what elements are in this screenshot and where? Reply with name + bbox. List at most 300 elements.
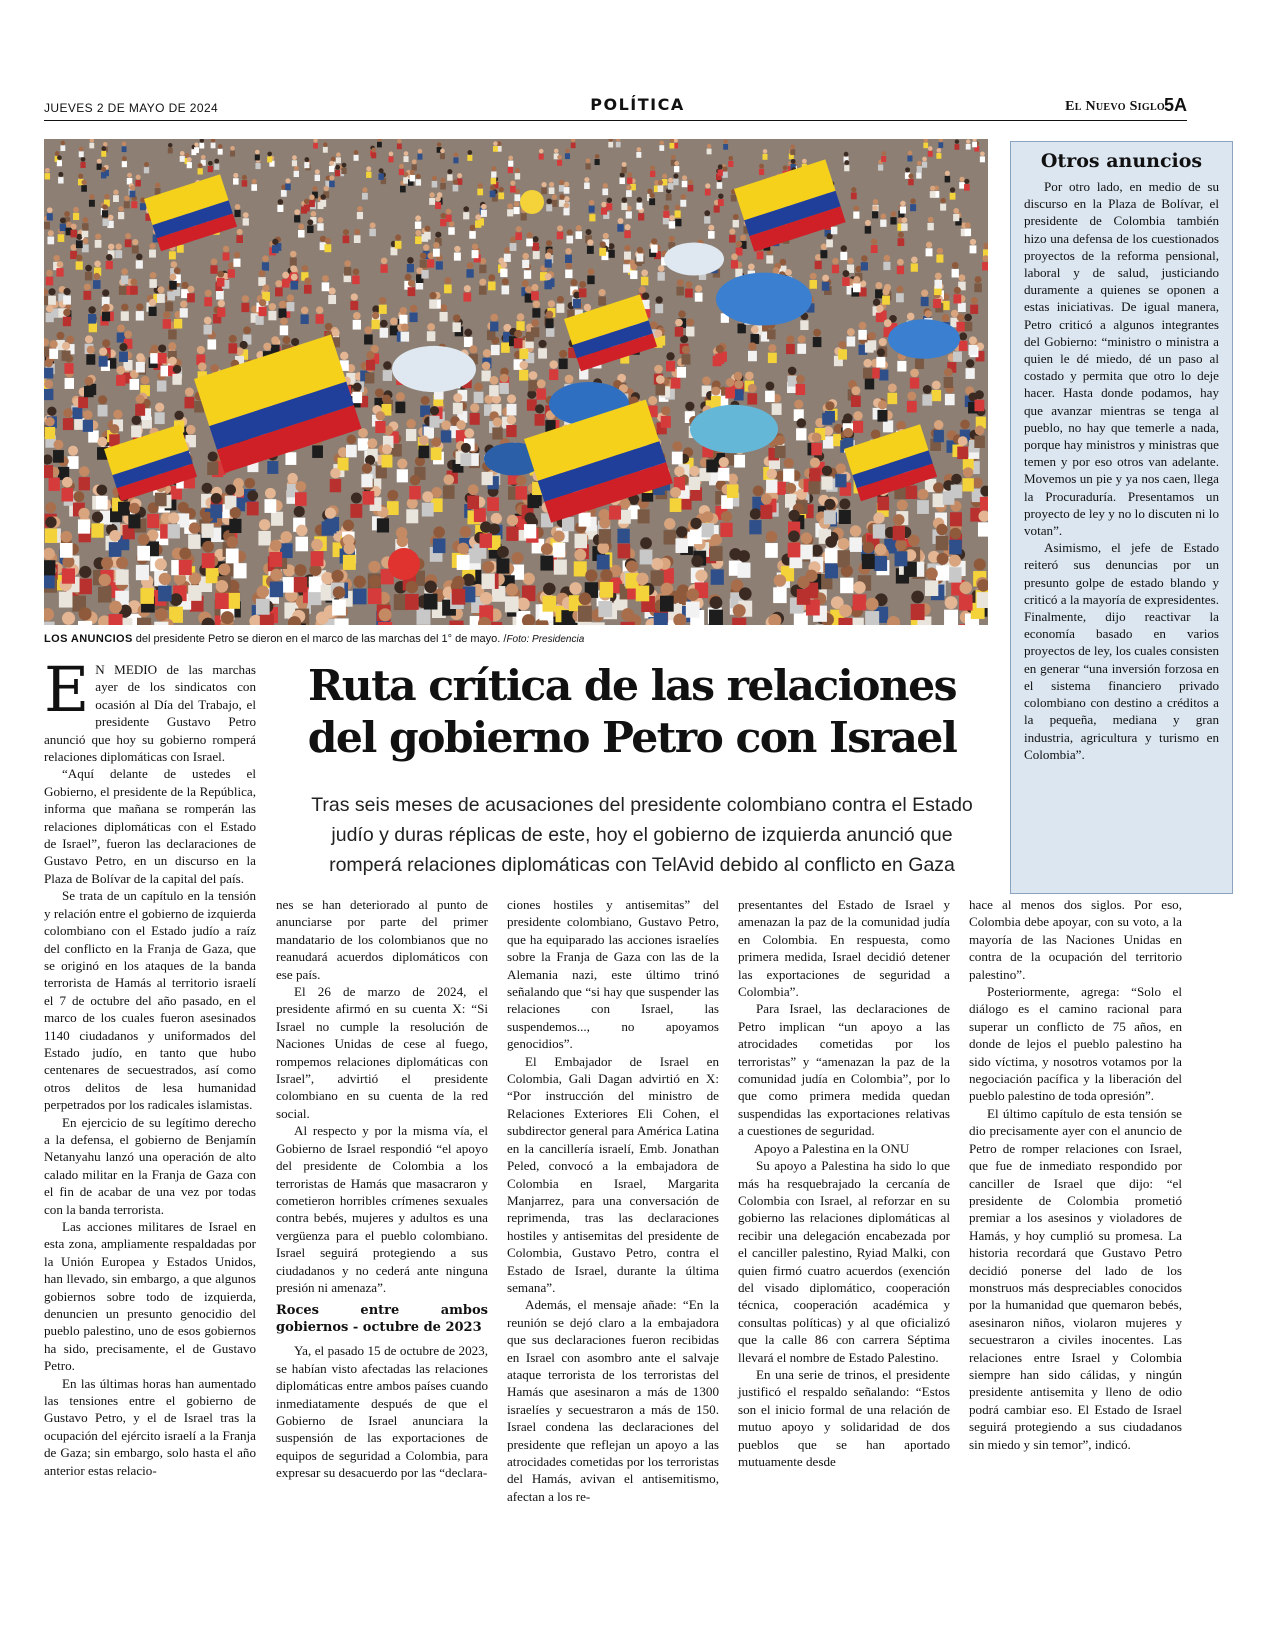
crowd-head [407,498,418,509]
crowd-body [922,162,927,168]
crowd-body [533,251,540,259]
crowd-head [825,401,834,410]
crowd-head [637,247,643,253]
crowd-body [453,157,458,163]
crowd-head [974,558,986,570]
crowd-head [766,531,778,543]
crowd-head [668,178,673,183]
crowd-head [940,198,946,204]
crowd-body [198,168,203,174]
crowd-body [136,565,149,580]
crowd-body [663,217,669,224]
crowd-head [625,224,631,230]
crowd-head [444,474,455,485]
crowd-body [935,280,943,289]
crowd-body [98,405,108,417]
crowd-body [180,156,185,162]
crowd-body [822,282,830,291]
crowd-head [265,488,276,499]
crowd-body [951,485,963,498]
crowd-body [616,142,621,148]
crowd-body [957,447,968,460]
crowd-head [73,207,79,213]
crowd-body [101,172,106,178]
crowd-head [549,182,554,187]
crowd-body [490,191,496,198]
crowd-body [135,404,145,416]
crowd-body [597,555,610,570]
crowd-head [174,411,183,420]
crowd-body [717,182,723,189]
crowd-head [376,411,385,420]
crowd-body [47,213,53,220]
crowd-head [599,517,610,528]
crowd-body [130,191,136,198]
crowd-head [565,148,570,153]
crowd-body [733,220,739,227]
crowd-head [497,546,509,558]
crowd-head [336,152,341,157]
crowd-head [267,152,272,157]
crowd-head [589,200,595,206]
crowd-head [702,511,713,522]
crowd-body [671,378,680,389]
crowd-head [71,224,77,230]
crowd-head [895,539,907,551]
crowd-head [354,576,366,588]
crowd-head [788,510,799,521]
crowd-body [515,173,520,179]
crowd-body [531,327,539,337]
crowd-body [832,265,839,273]
crowd-head [312,186,317,191]
crowd-body [332,599,346,615]
crowd-body [916,172,921,178]
crowd-body [410,175,415,181]
crowd-body [470,413,480,425]
crowd-body [44,347,49,357]
crowd-body [952,269,959,278]
crowd-body [821,476,832,489]
crowd-head [85,265,92,272]
crowd-body [76,261,83,269]
crowd-head [230,507,241,518]
crowd-body [964,322,972,332]
crowd-body [825,411,835,423]
crowd-head [600,241,606,247]
crowd-body [959,595,973,611]
crowd-body [559,185,565,192]
crowd-body [930,191,936,198]
crowd-head [666,352,674,360]
crowd-head [141,376,150,385]
crowd-body [689,477,700,490]
crowd-body [515,232,522,240]
crowd-head [969,336,977,344]
crowd-body [879,370,888,381]
crowd-body [79,151,84,157]
crowd-head [585,229,591,235]
crowd-body [501,343,510,353]
crowd-body [82,244,89,252]
crowd-head [287,473,298,484]
crowd-body [57,160,62,166]
crowd-body [506,425,516,437]
crowd-head [759,164,764,169]
crowd-body [295,537,308,552]
crowd-body [155,188,161,195]
crowd-body [565,255,572,263]
crowd-head [565,263,572,270]
crowd-head [371,148,376,153]
crowd-head [627,172,632,177]
article-headline: Ruta crítica de las relaciones del gobierno Petro con Israel [307,661,957,763]
crowd-head [863,359,871,367]
crowd-body [675,219,681,226]
crowd-head [504,247,510,253]
crowd-body [933,430,943,442]
crowd-head [546,311,554,319]
crowd-head [691,555,703,567]
crowd-head [301,307,309,315]
crowd-body [76,240,83,248]
crowd-head [559,350,567,358]
crowd-head [101,167,106,172]
crowd-head [824,499,835,510]
crowd-body [762,154,767,160]
crowd-head [47,207,53,213]
crowd-body [58,177,63,183]
crowd-body [440,219,446,226]
crowd-body [897,266,904,274]
crowd-body [839,510,851,524]
crowd-head [259,299,266,306]
crowd-head [218,144,223,149]
section-subhead: Roces entre ambos gobiernos - octubre de 2023 [276,1303,488,1336]
crowd-head [211,258,218,265]
crowd-head [396,392,405,401]
crowd-head [45,168,50,173]
crowd-body [277,205,283,212]
crowd-body [923,143,928,149]
crowd-head [102,304,109,311]
crowd-head [70,244,76,250]
crowd-head [622,162,627,167]
crowd-head [854,206,860,212]
crowd-body [658,272,665,281]
crowd-head [294,209,300,215]
sidebar-box [1010,141,1233,894]
crowd-body [970,305,978,314]
crowd-head [862,542,874,554]
crowd-body [766,480,777,493]
crowd-head [321,572,333,584]
crowd-body [651,245,658,253]
crowd-head [194,142,199,147]
crowd-body [688,185,694,192]
crowd-body [172,374,181,385]
crowd-head [262,255,269,262]
crowd-head [876,305,883,312]
crowd-head [897,259,904,266]
crowd-body [516,321,524,331]
crowd-body [158,353,167,363]
crowd-head [654,365,663,374]
crowd-head [437,142,442,147]
crowd-body [650,171,655,177]
crowd-body [638,509,650,523]
crowd-head [950,187,955,192]
crowd-body [675,538,688,553]
crowd-head [937,248,943,254]
crowd-head [136,395,145,404]
crowd-head [873,512,884,523]
crowd-body [487,497,499,511]
crowd-head [541,543,553,555]
crowd-body [88,430,98,442]
crowd-body [258,277,265,286]
crowd-head [710,534,722,546]
crowd-body [125,239,132,247]
crowd-head [490,376,499,385]
crowd-head [567,229,573,235]
crowd-head [149,243,155,249]
crowd-head [785,483,796,494]
crowd-head [45,417,55,427]
crowd-body [292,160,297,166]
crowd-body [290,258,297,266]
crowd-body [353,589,367,605]
crowd-body [579,288,587,297]
crowd-head [397,459,407,469]
crowd-head [881,151,886,156]
crowd-body [966,368,975,379]
crowd-body [174,319,182,329]
crowd-body [933,299,941,308]
crowd-head [794,400,803,409]
crowd-body [504,254,511,262]
crowd-body [813,337,822,347]
crowd-body [944,377,953,388]
crowd-body [269,552,282,567]
crowd-body [873,524,885,538]
crowd-head [155,558,167,570]
crowd-head [780,259,787,266]
crowd-head [900,201,906,207]
crowd-head [279,301,286,308]
crowd-head [150,272,157,279]
crowd-head [579,281,586,288]
crowd-body [507,209,513,216]
crowd-head [68,446,78,456]
crowd-head [738,550,750,562]
crowd-body [815,261,822,269]
crowd-head [637,147,642,152]
crowd-head [726,378,735,387]
crowd-body [936,536,949,551]
crowd-body [564,187,570,194]
crowd-body [670,143,675,149]
crowd-body [233,178,239,184]
crowd-body [595,159,600,165]
crowd-body [275,287,283,296]
crowd-body [188,534,200,549]
crowd-head [88,306,95,313]
crowd-body [363,491,375,505]
crowd-head [189,522,200,533]
crowd-body [294,215,300,222]
crowd-body [78,519,90,533]
crowd-body [765,391,775,402]
crowd-body [179,560,192,575]
crowd-body [838,618,852,625]
crowd-body [851,396,861,407]
crowd-body [636,253,643,261]
crowd-head [229,335,237,343]
crowd-head [79,147,84,152]
crowd-head [287,294,294,301]
crowd-body [562,517,574,531]
crowd-body [661,416,671,428]
crowd-head [675,319,683,327]
crowd-head [463,206,469,212]
crowd-head [468,150,473,155]
crowd-body [887,393,897,404]
crowd-body [950,193,956,200]
crowd-body [493,146,498,152]
crowd-head [850,525,861,536]
crowd-head [185,153,190,158]
crowd-head [565,248,571,254]
crowd-body [598,296,606,305]
crowd-head [708,225,714,231]
crowd-body [271,512,283,526]
umbrella [392,346,476,392]
crowd-head [934,420,944,430]
crowd-head [587,239,593,245]
crowd-head [861,255,868,262]
crowd-body [982,262,988,270]
crowd-head [197,346,205,354]
crowd-body [343,555,356,570]
crowd-body [362,193,368,200]
crowd-body [137,546,150,561]
crowd-head [853,276,860,283]
crowd-body [49,478,60,491]
crowd-body [86,354,95,364]
crowd-head [661,406,670,415]
crowd-body [128,514,140,528]
crowd-body [969,345,978,355]
body-paragraph: hace al menos dos siglos. Por eso, Colombia debe apoyar, con su voto, a la mayoría de las Naciones Unidas en contra de la ocupación del territorio palestino”. [969,897,1182,982]
crowd-body [602,189,608,196]
crowd-body [978,522,988,536]
crowd-head [865,220,871,226]
crowd-head [832,258,839,265]
crowd-body [732,618,746,625]
crowd-body [809,280,817,289]
crowd-head [718,164,723,169]
crowd-head [546,199,552,205]
crowd-body [618,544,631,559]
crowd-head [278,199,284,205]
crowd-head [959,332,967,340]
crowd-head [875,282,882,289]
crowd-body [460,453,471,466]
crowd-head [424,226,430,232]
crowd-head [505,583,518,596]
crowd-body [501,286,509,295]
crowd-body [397,144,402,150]
crowd-body [115,250,122,258]
crowd-head [960,420,970,430]
crowd-body [463,212,469,219]
crowd-body [136,362,145,373]
crowd-head [541,182,546,187]
crowd-head [640,537,652,549]
body-paragraph: Se trata de un capítulo en la tensión y relación entre el gobierno de izquierda colombiano con el Estado judío a raíz del conflicto en la Franja de Gaza, que se originó en los ataques de la banda terrorista de Hamás al territorio israelí el 7 de octubre del año pasado, en el marco de los cuales fueron asesinados 1140 ciudadanos y uniformados del Estado judío, en tanto que hubo centenares de secuestrados, así como otros delitos de lesa humanidad perpetrados por los radicales islamistas. [44,888,256,1113]
crowd-body [623,264,630,272]
crowd-body [959,341,968,351]
crowd-body [60,543,73,558]
crowd-head [958,274,965,281]
crowd-body [720,523,732,537]
crowd-body [944,610,958,625]
crowd-body [506,527,518,541]
crowd-head [412,159,417,164]
crowd-head [144,162,149,167]
crowd-body [760,505,772,519]
crowd-head [221,611,234,624]
crowd-head [292,155,297,160]
crowd-body [499,383,509,394]
crowd-head [767,469,777,479]
lead-paragraph [44,653,256,765]
crowd-body [953,351,962,361]
crowd-body [617,529,629,543]
crowd-body [440,183,446,190]
crowd-head [116,366,125,375]
crowd-head [704,210,710,216]
crowd-body [545,259,552,267]
crowd-head [966,139,970,143]
crowd-head [280,317,288,325]
crowd-body [116,570,129,585]
crowd-head [270,540,282,552]
crowd-body [926,248,933,256]
crowd-head [179,547,191,559]
crowd-head [748,342,756,350]
crowd-head [170,274,177,281]
crowd-body [790,149,795,155]
crowd-head [440,304,447,311]
crowd-body [890,217,896,224]
crowd-body [974,436,985,448]
crowd-head [851,386,860,395]
crowd-head [237,229,243,235]
crowd-body [953,214,959,221]
crowd-body [621,203,627,210]
crowd-head [599,289,606,296]
crowd-head [951,474,962,485]
crowd-head [507,515,518,526]
crowd-head [170,261,177,268]
crowd-head [926,568,938,580]
crowd-body [546,204,552,211]
crowd-head [285,178,290,183]
crowd-body [132,246,139,254]
crowd-head [218,563,230,575]
